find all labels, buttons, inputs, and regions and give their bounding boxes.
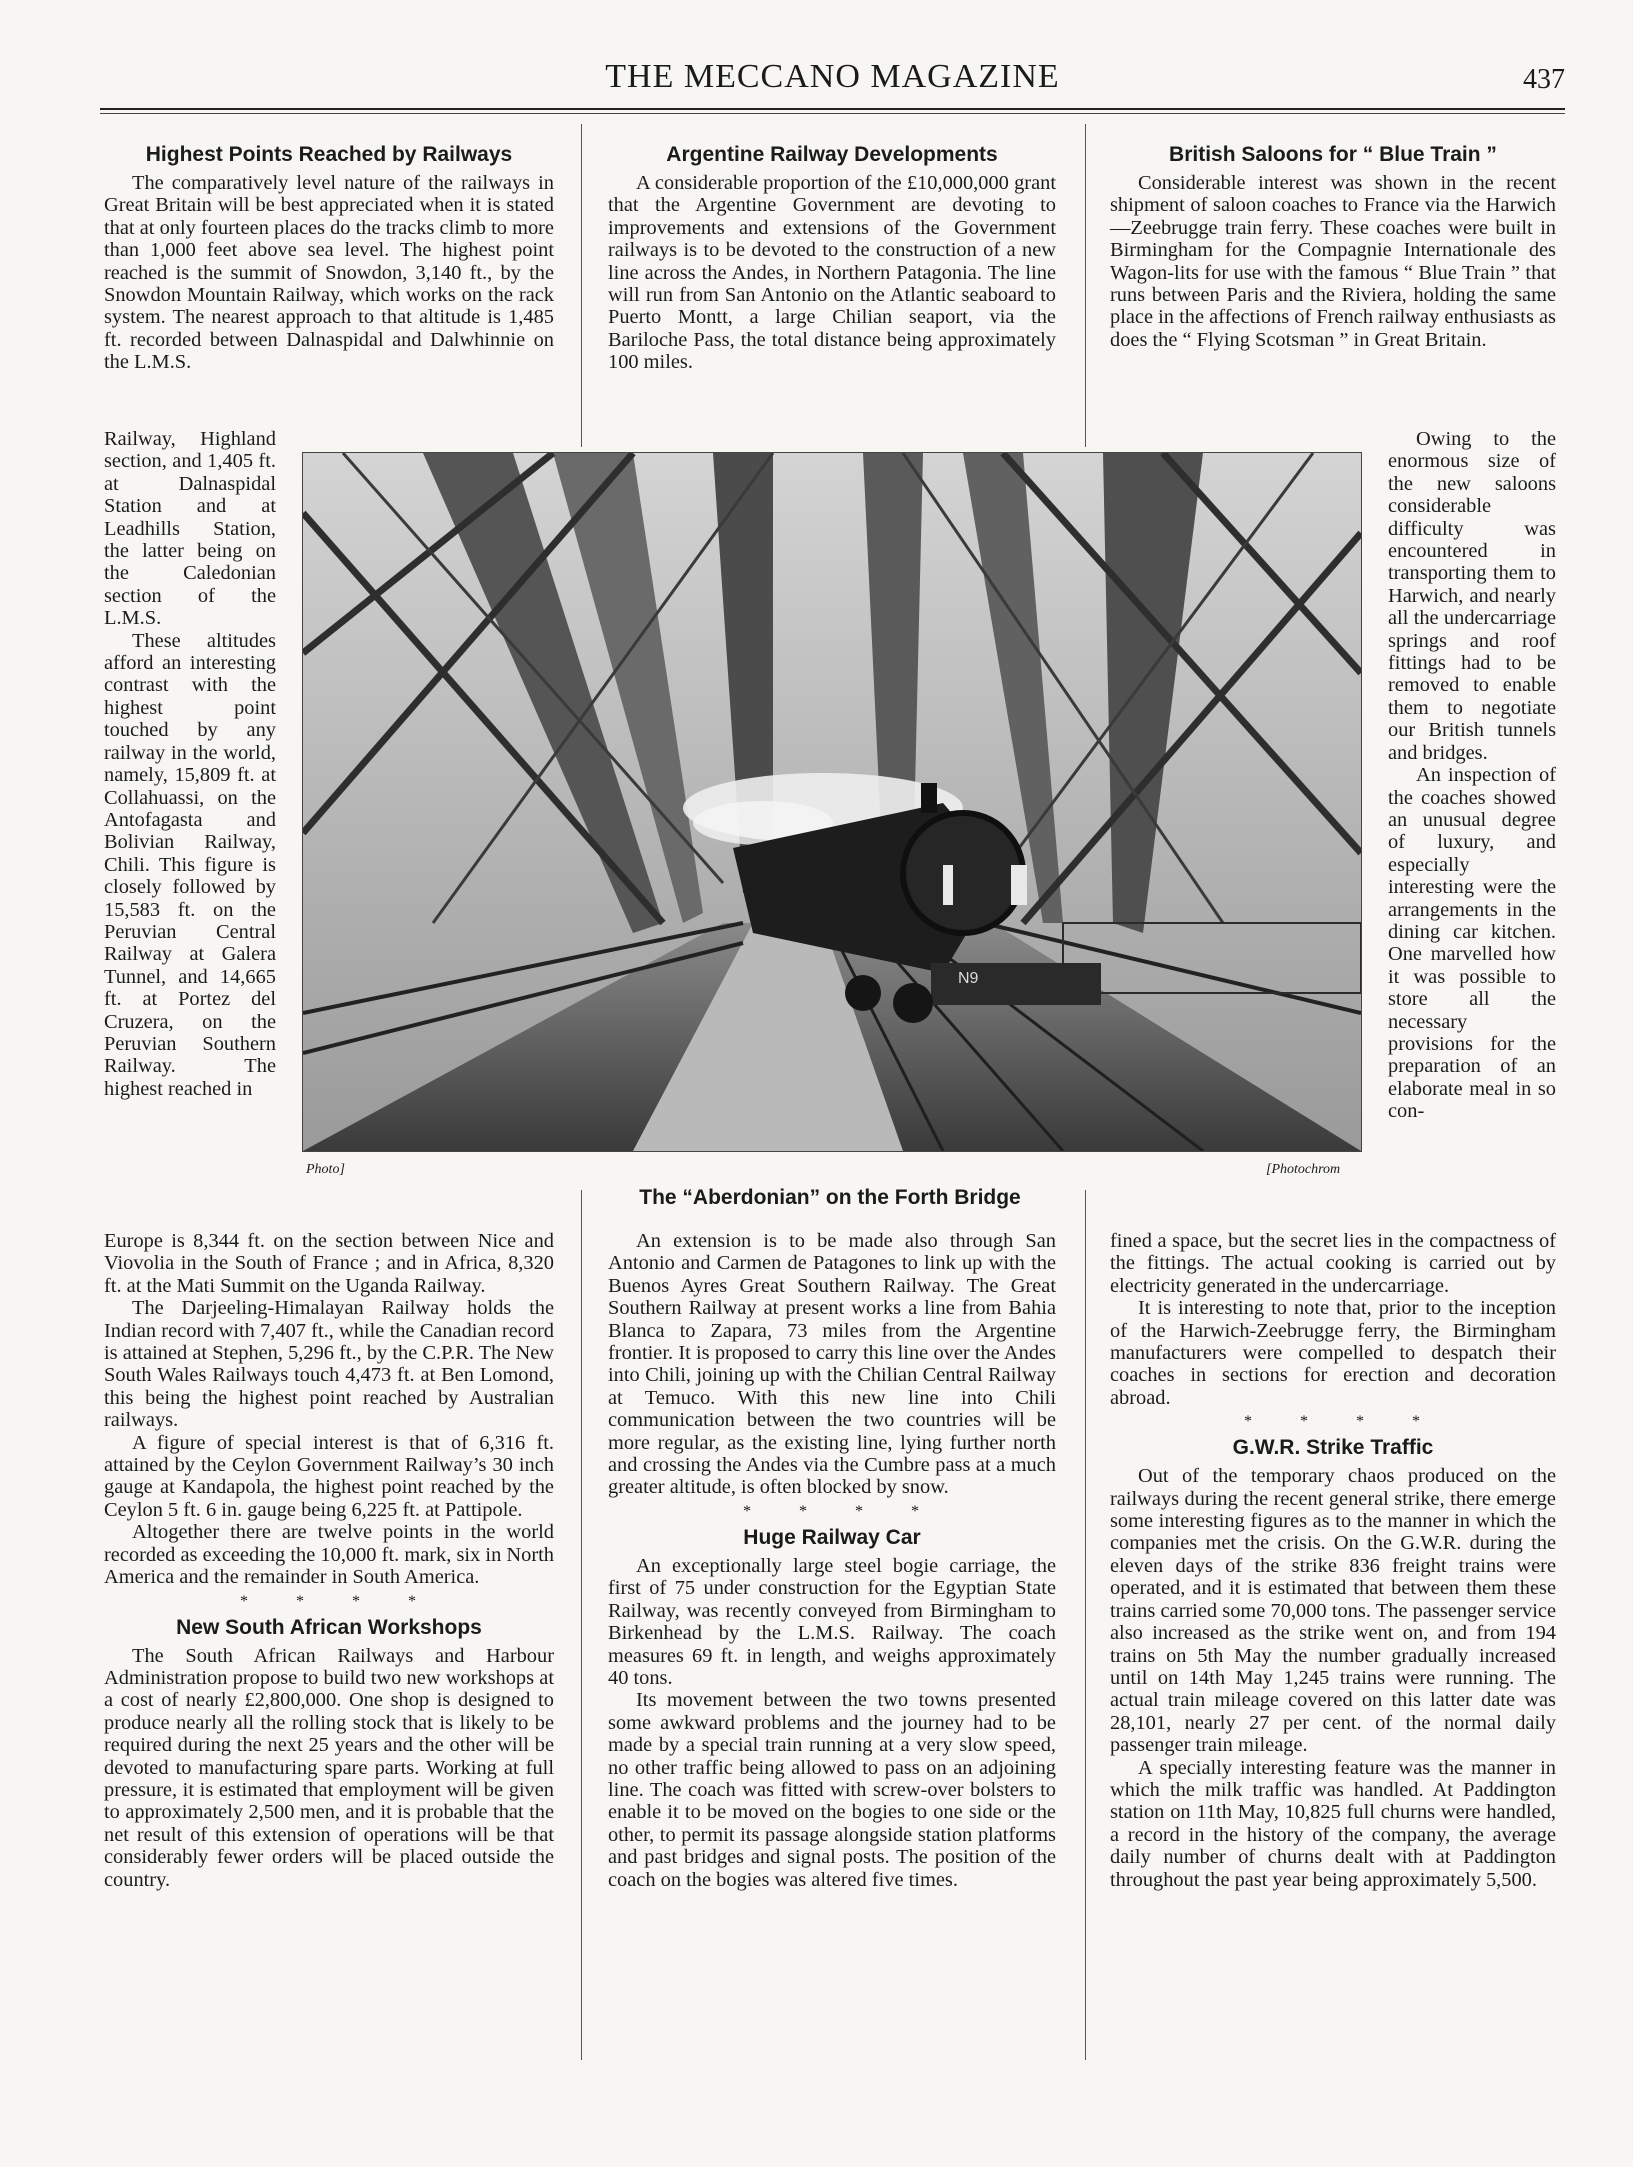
article-paragraph: The South African Railways and Harbour Administration propose to build two new workshops at a cost of nearly £2,800,000. One shop is designed to produce nearly all the rolling stock that is likely to be required during the next 25 years and the other will be devoted to manufacturing spare parts. Working at full pressure, it is estimated that employment will be given to approximately 2,500 men, and it is probable that the net result of this extension of operations will be that considerably fewer orders will be placed outside the country.: [104, 1644, 554, 1891]
photo-caption: The “Aberdonian” on the Forth Bridge: [639, 1186, 1021, 1209]
forth-bridge-photo: [302, 452, 1362, 1152]
column-middle-lower: [608, 1230, 1056, 1891]
article-paragraph: A figure of special interest is that of 6,316 ft. attained by the Ceylon Government Railway’s 30 inch gauge at Kandapola, the highest point reached by the Ceylon 5 ft. 6 in. gauge being 6,225 ft. at Pattipole.: [104, 1431, 554, 1521]
column-left-lower: [104, 1230, 554, 1891]
article-paragraph: An extension is to be made also through San Antonio and Carmen de Patagones to link up with the Buenos Ayres Great Southern Railway. The Great Southern Railway at present works a line from Bahia Blanca to Zapara, 73 miles from the Argentine frontier. It is proposed to carry this line over the Andes into Chili, joining up with the Chilian Central Railway at Temuco. With this new line into Chili communication between the two countries will be more regular, as the existing line, lying further north and crossing the Andes via the Cumbre pass at a much greater altitude, is often blocked by snow.: [608, 1230, 1056, 1499]
column-divider: [581, 1190, 582, 2060]
column-divider: [1085, 1190, 1086, 2060]
column-divider: [581, 124, 582, 447]
section-separator: * * * *: [1244, 1413, 1442, 1431]
article-heading: G.W.R. Strike Traffic: [1232, 1436, 1434, 1460]
column-left-narrow: [104, 428, 276, 1100]
article-paragraph: It is interesting to note that, prior to the inception of the Harwich-Zeebrugge ferry, the Birmingham manufacturers were compelled to despatch their coaches in sections for erection and decoration abroad.: [1110, 1297, 1556, 1409]
column-right: [1110, 142, 1556, 351]
article-paragraph: An inspection of the coaches showed an unusual degree of luxury, and especially interesting were the arrangements in the dining car kitchen. One marvelled how it was possible to store all the necessary provisions for the preparation of an elaborate meal in so con-: [1388, 764, 1556, 1123]
magazine-title: THE MECCANO MAGAZINE: [605, 58, 1060, 95]
article-paragraph: Altogether there are twelve points in the world recorded as exceeding the 10,000 ft. mark, six in North America and the remainder in South America.: [104, 1521, 554, 1589]
article-paragraph: Europe is 8,344 ft. on the section between Nice and Viovolia in the South of France ; and in Africa, 8,320 ft. at the Mati Summit on the Uganda Railway.: [104, 1230, 554, 1297]
article-heading: Highest Points Reached by Railways: [145, 143, 513, 166]
section-separator: * * * *: [240, 1592, 438, 1610]
page-header: [100, 58, 1565, 108]
article-heading: Argentine Railway Developments: [666, 143, 998, 166]
article-heading: New South African Workshops: [176, 1615, 482, 1639]
header-rule-thin: [100, 113, 1565, 114]
section-separator: * * * *: [743, 1502, 941, 1520]
article-paragraph: Out of the temporary chaos produced on the railways during the recent general strike, there emerge some interesting figures as to the manner in which the companies met the crisis. On the G.W.R. during the eleven days of the strike 836 freight trains were operated, and it is estimated that between them these trains carried some 70,000 tons. The passenger service also increased as the strike went on, and from 194 trains on 5th May the number gradually increased until on 14th May 1,245 trains were running. The actual train mileage covered on this latter date was 28,101, nearly 27 per cent. of the normal daily passenger train mileage.: [1110, 1465, 1556, 1757]
article-paragraph: Considerable interest was shown in the recent shipment of saloon coaches to France via the Harwich—Zeebrugge train ferry. These coaches were built in Birmingham for the Compagnie Internationale des Wagon-lits for use with the famous “ Blue Train ” that runs between Paris and the Riviera, holding the same place in the affections of French railway enthusiasts as does the “ Flying Scotsman ” in Great Britain.: [1110, 172, 1556, 351]
column-middle: [608, 142, 1056, 374]
column-left: [104, 142, 554, 374]
column-right-lower: [1110, 1230, 1556, 1891]
column-right-narrow: [1388, 428, 1556, 1123]
article-paragraph: These altitudes afford an interesting contrast with the highest point touched by any railway in the world, namely, 15,809 ft. at Collahuassi, on the Antofagasta and Bolivian Railway, Chili. This figure is closely followed by 15,583 ft. on the Peruvian Central Railway at Galera Tunnel, and 14,665 ft. at Portez del Cruzera, on the Peruvian Southern Railway. The highest reached in: [104, 629, 276, 1100]
article-paragraph: An exceptionally large steel bogie carriage, the first of 75 under construction for the Egyptian State Railway, was recently conveyed from Birmingham to Birkenhead by the L.M.S. Railway. The coach measures 69 ft. in length, and weighs approximately 40 tons.: [608, 1554, 1056, 1689]
article-paragraph: The Darjeeling-Himalayan Railway holds the Indian record with 7,407 ft., while the Canadian record is attained at Stephen, 5,296 ft., by the C.P.R. The New South Wales Railways touch 4,473 ft. at Ben Lomond, this being the highest point reached by Australian railways.: [104, 1297, 554, 1432]
article-paragraph: A specially interesting feature was the manner in which the milk traffic was handled. At Paddington station on 11th May, 10,825 full churns were handled, a record in the history of the company, the average daily number of churns dealt with at Paddington throughout the past year being approximately 5,500.: [1110, 1756, 1556, 1891]
photo-credit-right: [Photochrom: [1266, 1162, 1341, 1177]
article-paragraph: A considerable proportion of the £10,000,000 grant that the Argentine Government are devoting to improvements and extensions of the Government railways is to be devoted to the construction of a new line across the Andes, in Northern Patagonia. The line will run from San Antonio on the Atlantic seaboard to Puerto Montt, a large Chilian seaport, via the Bariloche Pass, the total distance being approximately 100 miles.: [608, 172, 1056, 374]
article-heading: British Saloons for “ Blue Train ”: [1169, 143, 1497, 166]
article-heading: Huge Railway Car: [743, 1525, 921, 1549]
page-number: 437: [1523, 64, 1565, 95]
photo-illustration: [303, 453, 1361, 1151]
header-rule: [100, 108, 1565, 110]
locomotive-number-plate: N9: [958, 970, 979, 987]
column-divider: [1085, 124, 1086, 447]
article-paragraph: fined a space, but the secret lies in the compactness of the fittings. The actual cooking is carried out by electricity generated in the undercarriage.: [1110, 1230, 1556, 1297]
article-paragraph: Railway, Highland section, and 1,405 ft. at Dalnaspidal Station and at Leadhills Station, the latter being on the Caledonian section of the L.M.S.: [104, 428, 276, 630]
article-paragraph: Owing to the enormous size of the new saloons considerable difficulty was encountered in transporting them to Harwich, and nearly all the undercarriage springs and roof fittings had to be removed to enable them to negotiate our British tunnels and bridges.: [1388, 428, 1556, 764]
photo-credit-left: Photo]: [306, 1162, 345, 1177]
article-paragraph: The comparatively level nature of the railways in Great Britain will be best appreciated when it is stated that at only fourteen places do the tracks climb to more than 1,000 feet above sea level. The highest point reached is the summit of Snowdon, 3,140 ft., by the Snowdon Mountain Railway, which works on the rack system. The nearest approach to that altitude is 1,485 ft. recorded between Dalnaspidal and Dalwhinnie on the L.M.S.: [104, 172, 554, 374]
article-paragraph: Its movement between the two towns presented some awkward problems and the journey had to be made by a special train running at a very slow speed, no other traffic being allowed to pass on an adjoining line. The coach was fitted with screw-over bolsters to enable it to be moved on the bogies to one side or the other, to permit its passage alongside station platforms and past bridges and signal posts. The position of the coach on the bogies was altered five times.: [608, 1689, 1056, 1891]
